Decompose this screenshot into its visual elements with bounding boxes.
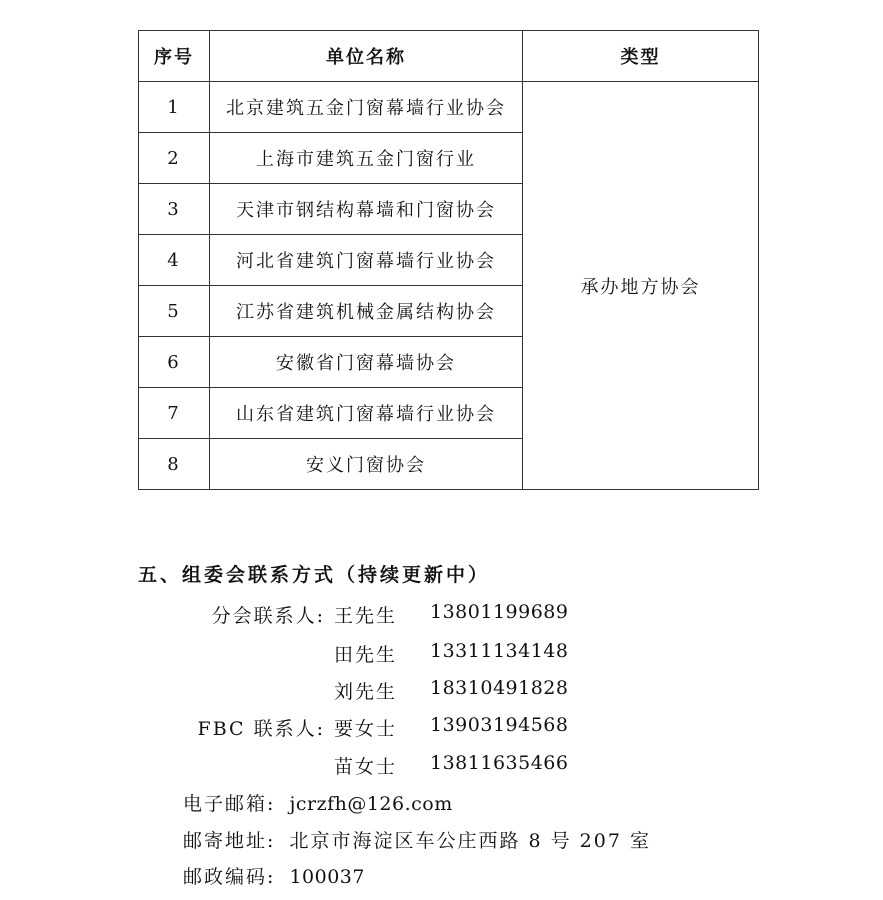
row-unit-name: 安义门窗协会: [210, 439, 523, 490]
branch-contact-row: [0, 601, 883, 629]
row-unit-name: 江苏省建筑机械金属结构协会: [210, 286, 523, 337]
contact-phone: 18310491828: [430, 677, 569, 699]
branch-contact-row: [0, 640, 883, 668]
email-label: 电子邮箱:: [183, 793, 276, 815]
units-table: [138, 30, 759, 490]
fbc-contact-label: FBC 联系人:: [197, 718, 325, 740]
postcode-value: 100037: [289, 866, 365, 888]
contact-person-name: 王先生: [334, 605, 398, 627]
contact-person-name: 刘先生: [334, 681, 398, 703]
row-index: 6: [139, 337, 210, 388]
table-row: [139, 82, 759, 133]
address-label: 邮寄地址:: [183, 830, 276, 852]
branch-contact-row: [0, 677, 883, 705]
contact-phone: 13801199689: [430, 601, 569, 623]
header-type: 类型: [523, 31, 759, 82]
fbc-contact-row: [0, 714, 883, 742]
contact-phone: 13811635466: [430, 752, 569, 774]
contact-phone: 13311134148: [430, 640, 569, 662]
header-unit-name: 单位名称: [210, 31, 523, 82]
row-unit-name: 北京建筑五金门窗幕墙行业协会: [210, 82, 523, 133]
row-unit-name: 安徽省门窗幕墙协会: [210, 337, 523, 388]
row-index: 5: [139, 286, 210, 337]
postcode-row: [183, 862, 365, 889]
row-unit-name: 山东省建筑门窗幕墙行业协会: [210, 388, 523, 439]
address-value: 北京市海淀区车公庄西路 8 号 207 室: [289, 830, 651, 852]
fbc-contact-row: [0, 752, 883, 780]
address-row: [183, 826, 651, 853]
contact-person-name: 田先生: [334, 644, 398, 666]
row-index: 8: [139, 439, 210, 490]
contact-person-name: 要女士: [334, 718, 398, 740]
row-index: 3: [139, 184, 210, 235]
email-row: [183, 789, 453, 816]
postcode-label: 邮政编码:: [183, 866, 276, 888]
row-unit-name: 上海市建筑五金门窗行业: [210, 133, 523, 184]
header-index: 序号: [139, 31, 210, 82]
row-index: 4: [139, 235, 210, 286]
row-index: 2: [139, 133, 210, 184]
row-type: 承办地方协会: [523, 82, 759, 490]
row-index: 1: [139, 82, 210, 133]
row-unit-name: 河北省建筑门窗幕墙行业协会: [210, 235, 523, 286]
email-value: jcrzfh@126.com: [289, 793, 453, 815]
row-index: 7: [139, 388, 210, 439]
contact-phone: 13903194568: [430, 714, 569, 736]
branch-contact-label: 分会联系人:: [211, 605, 325, 627]
row-unit-name: 天津市钢结构幕墙和门窗协会: [210, 184, 523, 235]
table-header-row: [139, 31, 759, 82]
contact-person-name: 苗女士: [334, 756, 398, 778]
contact-section-title: 五、组委会联系方式（持续更新中）: [138, 564, 491, 586]
